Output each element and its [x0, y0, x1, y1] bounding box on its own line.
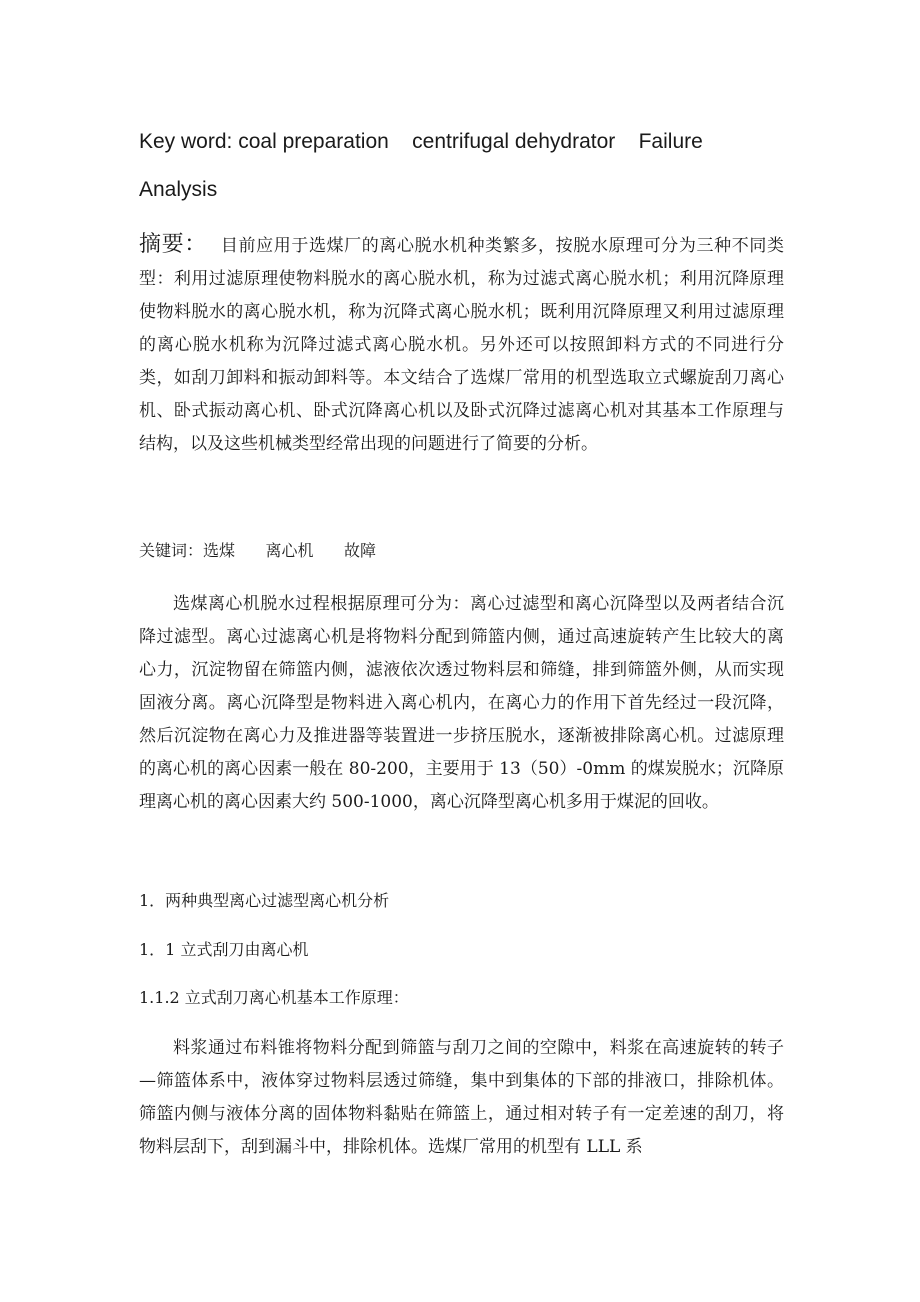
section-heading-1-1-2: 1.1.2 立式刮刀离心机基本工作原理： [139, 988, 409, 1007]
abstract-label: 摘要： [139, 232, 207, 257]
chinese-keywords: 关键词：选煤 离心机 故障 [139, 541, 377, 560]
section-heading-1: 1．两种典型离心过滤型离心机分析 [139, 891, 390, 910]
abstract-body: 目前应用于选煤厂的离心脱水机种类繁多，按脱水原理可分为三种不同类型：利用过滤原理使物料脱水的离心脱水机，称为过滤式离心脱水机；利用沉降原理使物料脱水的离心脱水机，称为沉降式离心脱水机；既利用沉降原理又利用过滤原理的离心脱水机称为沉降过滤式离心脱水机。另外还可以按照卸料方式的不同进行分类，如刮刀卸料和振动卸料等。本文结合了选煤厂常用的机型选取立式螺旋刮刀离心机、卧式振动离心机、卧式沉降离心机以及卧式沉降过滤离心机对其基本工作原理与结构，以及这些机械类型经常出现的问题进行了简要的分析。 [139, 236, 784, 454]
body-paragraph-1: 选煤离心机脱水过程根据原理可分为：离心过滤型和离心沉降型以及两者结合沉降过滤型。离心过滤离心机是将物料分配到筛篮内侧，通过高速旋转产生比较大的离心力，沉淀物留在筛篮内侧，滤液依次透过物料层和筛缝，排到筛篮外侧，从而实现固液分离。离心沉降型是物料进入离心机内，在离心力的作用下首先经过一段沉降，然后沉淀物在离心力及推进器等装置进一步挤压脱水，逐渐被排除离心机。过滤原理的离心机的离心因素一般在 80-200，主要用于 13（50）-0mm 的煤炭脱水；沉降原理离心机的离心因素大约 500-1000，离心沉降型离心机多用于煤泥的回收。 [139, 594, 784, 812]
abstract-paragraph [139, 228, 784, 461]
body-paragraph-2: 料浆通过布料锥将物料分配到筛篮与刮刀之间的空隙中，料浆在高速旋转的转子—筛篮体系中，液体穿过物料层透过筛缝，集中到集体的下部的排液口，排除机体。筛篮内侧与液体分离的固体物料黏贴在筛篮上，通过相对转子有一定差速的刮刀，将物料层刮下，刮到漏斗中，排除机体。选煤厂常用的机型有 LLL 系 [139, 1038, 784, 1157]
section-heading-1-1: 1．1 立式刮刀由离心机 [139, 940, 309, 959]
english-keywords: Key word: coal preparation centrifugal dehydrator Failure Analysis [139, 130, 708, 201]
